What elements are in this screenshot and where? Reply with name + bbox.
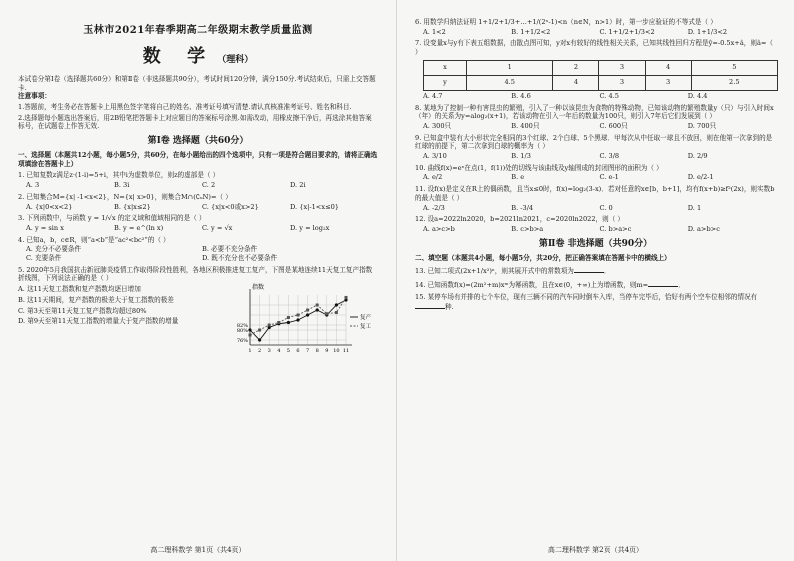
table-cell: 4 [553,75,599,90]
section-2-title: 第Ⅱ卷 非选择题（共90分） [538,238,653,249]
data-point [325,312,328,315]
table-cell: 5 [691,60,777,75]
x-tick-label: 4 [277,348,281,355]
data-point [287,316,290,319]
option: B. 必要不充分条件 [202,245,258,254]
x-tick-label: 8 [315,348,319,355]
option: B. 3i [114,181,130,190]
question-options [423,204,776,213]
option: D. y = log₂x [290,223,330,232]
data-point [296,319,299,322]
y-axis-label: 指数 [252,284,265,292]
x-tick-label: 6 [296,348,300,355]
x-tick-label: 10 [333,348,340,355]
question-stem: 12. 设a=2022ln2020，b=2021ln2021，c=2020ln2022，则（ ） [415,215,625,224]
exam-title: 玉林市2021年春季期高二年级期末教学质量监测 [83,25,313,36]
option: B. 这11天期间，复产指数的极差大于复工指数的极差 [18,295,174,304]
option: B. 1+1/2<2 [511,27,551,36]
x-tick-label: 3 [267,348,271,355]
question-stem: 15. 某停车场有并排的七个车位，现有三辆不同的汽车同时倒车入库，当停车完毕后，恰好有两个空车位相邻的情况有 [415,292,758,301]
x-tick-label: 1 [248,348,252,355]
page-footer: 高二理科数学 第2页（共4页） [547,545,644,554]
question-stem: 4. 已知a，b，c∈R，则“a<b”是“ac²<bc²”的（ ） [18,235,170,244]
regression-data-table [423,60,778,91]
question-stem: 2. 已知集合M={x| -1<x<2}，N={x| x>0}，则集合M∩(∁ᵤN)=（ ） [18,192,232,201]
question-options [26,203,378,212]
option: C. 0 [599,203,613,212]
option: B. y = e^(ln x) [114,223,164,232]
question-13 [415,265,776,276]
option: C. y = √x [202,223,233,232]
option: C. e-1 [599,173,619,182]
x-tick-label: 7 [306,348,310,355]
index-line-chart [228,283,378,355]
question-2 [18,193,378,211]
option: D. 700只 [687,121,717,130]
option: D. 2/9 [687,152,708,161]
option: D. 2i [290,181,306,190]
option: A. -2/3 [423,203,445,212]
question-12 [415,215,776,233]
option: A. 1<2 [423,27,446,36]
table-cell: 1 [467,60,553,75]
option: B. 1/3 [511,152,531,161]
stem-suffix: ． [678,280,685,289]
option: A. 这11天复工指数和复产指数均逐日增加 [18,285,141,294]
x-tick-label: 2 [258,348,262,355]
question-1 [18,171,378,189]
option: C. {x|x<0或x>2} [202,202,259,211]
data-point [316,309,319,312]
option: C. 1+1/2+1/3<2 [599,27,655,36]
chart-svg [228,283,378,355]
x-tick-label: 5 [286,348,290,355]
data-point [316,304,319,307]
option: C. 充要条件 [26,254,62,263]
subject-row [18,45,378,69]
option: C. 3/8 [599,152,620,161]
question-9 [415,134,776,161]
option: A. 300只 [423,121,452,130]
option: B. 400只 [511,121,540,130]
question-stem: 8. 某地为了控制一种有害昆虫的繁殖，引入了一种以该昆虫为食物的特殊动物，已知该动物的繁殖数量y（只）与引入时间x（年）的关系为y=alog₂(x+1)，若该动物在引入一年后的数量为100只，则引入7年后它们发展到（ ） [415,103,774,121]
data-point [335,304,338,307]
option: D. 4.4 [687,91,708,100]
question-5-body [18,283,378,355]
data-point [258,329,261,332]
table-cell: y [424,75,467,90]
table-cell: x [424,60,467,75]
question-stem: 10. 曲线f(x)=eˣ在点(1，f(1))处的切线与该曲线及y轴围成的封闭图形的面积为（ ） [415,163,663,172]
option: C. 第3天至第11天复工复产指数均超过80% [18,306,147,315]
option: B. e [511,173,525,182]
question-8 [415,104,776,131]
answer-blank [648,279,678,287]
question-options [26,245,378,262]
question-stem: 9. 已知盒中装有大小形状完全相同的3个红球、2个白球、5个黑球．甲每次从中任取一球且不放回，则在他第一次拿到的是红球的前提下，第二次拿到白球的概率为（ ） [415,133,773,151]
data-point [306,309,309,312]
table-cell: 2.5 [691,75,777,90]
question-options [423,173,776,182]
question-options [423,92,776,101]
question-options [423,225,776,234]
table-row [424,60,778,75]
option: B. c>b>a [511,224,544,233]
question-stem: 13. 已知二项式(2x+1/x²)ⁿ，则其展开式中的常数项为 [415,267,574,276]
data-point [249,334,252,337]
option: C. 4.5 [599,91,619,100]
option: D. 1+1/3<2 [687,27,728,36]
option: D. 1 [687,203,702,212]
option: D. 既不充分也不必要条件 [202,254,278,263]
x-tick-label: 9 [325,348,329,355]
data-point [258,339,261,342]
option: A. 充分不必要条件 [26,245,82,254]
question-7 [415,39,776,100]
table-cell: 2 [553,60,599,75]
option: A. a>c>b [423,224,455,233]
y-tick-label: 80% [236,328,248,335]
option: D. {x|-1<x≤0} [290,202,339,211]
legend-label: 复产 [360,315,372,322]
part-2-heading: 二、填空题（本题共4小题，每小题5分，共20分，把正确答案填在答题卡中的横线上） [415,253,671,262]
note-item: 1.答题前，考生务必在答题卡上用黑色签字笔将自己的姓名、准考证号填写清楚.请认真核准准考证号、姓名和科目. [18,103,352,112]
intro-text: 本试卷分第Ⅰ卷（选择题共60分）和第Ⅱ卷（非选择题共90分），考试时间120分钟，满分150分.考试结束后，只需上交答题卡. [18,74,376,92]
notes-title: 注意事项： [18,92,51,101]
question-stem: 7. 设变量x与y有下表五组数据，由散点图可知，y对x有较好的线性相关关系，已知其线性回归方程是ŷ=-0.5x+â，则â=（ ） [415,39,773,57]
data-point [287,321,290,324]
data-point [345,296,348,299]
question-15 [415,293,776,312]
question-stem: 11. 设f(x)是定义在R上的偶函数，且当x≤0时，f(x)=log₂(3-x)．若对任意的x∈[b，b+1]，均有f(x+b)≥f²(2x)，则实数b的最大值是（ ） [415,185,775,202]
question-11 [415,185,776,212]
question-14 [415,279,776,290]
question-6 [415,18,776,36]
option: A. {x|0<x<2} [26,202,73,211]
y-tick-label: 82% [236,323,248,330]
table-cell: 3 [645,75,691,90]
x-tick-label: 11 [342,348,350,355]
table-cell: 4 [645,60,691,75]
option: D. 第9天至第11天复工指数的增量大于复产指数的增量 [18,317,179,326]
question-stem: 6. 用数学归纳法证明 1+1/2+1/3+…+1/(2ⁿ-1)<n（n∈N，n>1）时，第一步应验证的不等式是（ ） [415,18,717,26]
option: B. 4.6 [511,91,531,100]
question-stem: 3. 下列函数中，与函数 y = 1/√x 的定义域和值域相同的是（ ） [18,214,206,223]
table-cell: 3 [599,75,645,90]
question-options [26,224,378,233]
data-point [248,329,251,332]
option: A. 3 [26,181,40,190]
option: B. -3/4 [511,203,534,212]
question-4 [18,236,378,263]
option: C. 600只 [599,121,628,130]
option: A. 4.7 [423,91,443,100]
option: C. b>a>c [599,224,632,233]
subject-title: 数 学 [142,46,216,68]
option: A. y = sin x [26,223,64,232]
subject-subtitle: （理科） [217,55,254,66]
option: A. e/2 [423,173,443,182]
question-5 [18,266,378,355]
option: C. 2 [202,181,216,190]
part-1-heading: 一、选择题（本题共12小题，每小题5分，共60分，在每小题给出的四个选项中，只有一项是符合题目要求的，请将正确选项填涂在答题卡上） [18,151,378,168]
question-stem: 5. 2020年5月我国抗击新冠肺炎疫情工作取得阶段性胜利，各地区积极推进复工复产，下图是某地连续11天复工复产指数折线图，下列说法正确的是（ ） [18,265,373,283]
stem-suffix: ． [603,267,611,276]
answer-blank [574,265,604,273]
table-cell: 3 [599,60,645,75]
table-cell: 4.5 [467,75,553,90]
data-point [297,314,300,317]
option: D. e/2-1 [687,173,714,182]
legend-label: 复工 [360,324,372,331]
data-point [268,324,271,327]
page-footer: 高二理科数学 第1页（共4页） [150,545,246,554]
question-options [26,181,378,190]
right-page [397,0,794,561]
section-1-title: 第Ⅰ卷 选择题（共60分） [147,136,249,147]
question-options [18,283,224,355]
question-stem: 14. 已知函数f(x)=(2m²+m)xᵐ为幂函数，且在x∈(0，+∞)上为增函数，则m= [415,280,649,289]
question-3 [18,214,378,232]
data-point [335,311,338,314]
option: A. 3/10 [423,152,447,161]
question-10 [415,164,776,182]
question-stem: 1. 已知复数z满足z·(1-i)=5+i，其中i为虚数单位，则z的虚部是（ ） [18,171,220,180]
data-point [277,321,280,324]
question-options [423,122,776,131]
option: B. {x|x≤2} [114,202,151,211]
y-tick-label: 76% [236,338,248,345]
question-options [423,28,776,37]
table-row [424,75,778,90]
answer-blank [415,301,445,309]
data-point [306,314,309,317]
question-options [423,152,776,161]
stem-suffix: 种. [445,303,454,312]
note-item: 2.选择题每小题选出答案后，用2B铅笔把答题卡上对应题目的答案标号涂黑.如需改动，用橡皮擦干净后，再选涂其他答案标号，在试题卷上作答无效. [18,113,372,131]
option: D. a>b>c [687,224,720,233]
